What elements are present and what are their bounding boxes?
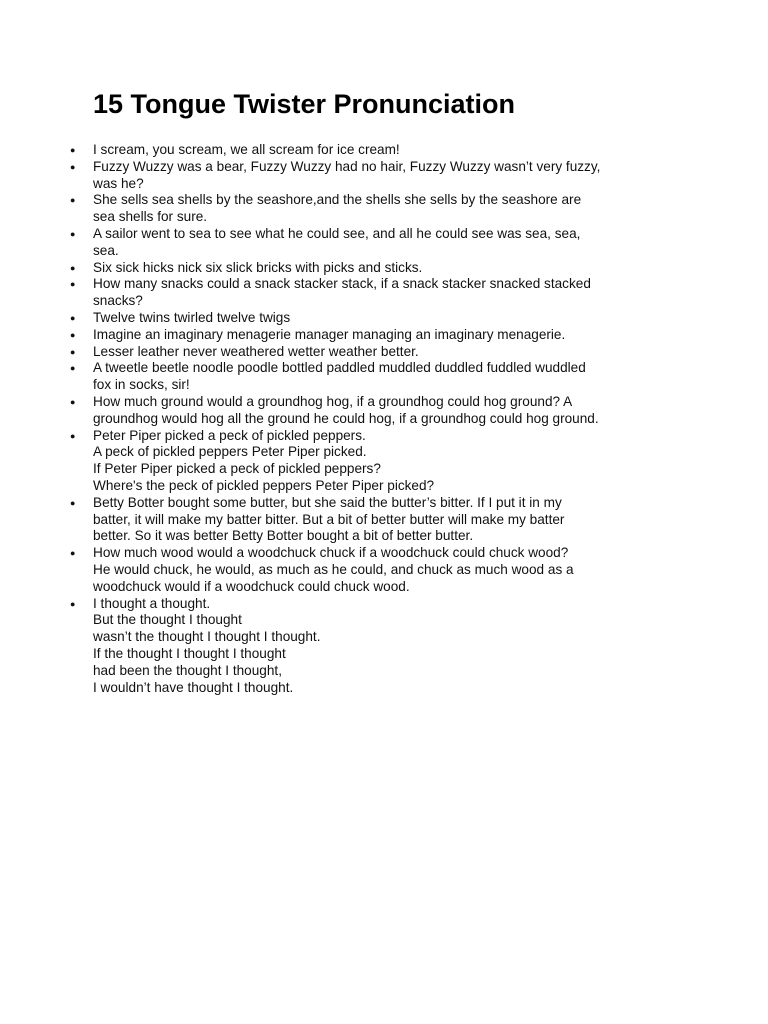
list-item-line: Twelve twins twirled twelve twigs — [93, 309, 291, 325]
list-item-line: I scream, you scream, we all scream for ice cream! — [93, 142, 400, 157]
list-item-line: A tweetle beetle noodle poodle bottled paddled muddled duddled fuddled wuddled — [93, 360, 586, 376]
bullet-icon: ● — [70, 262, 76, 273]
list-item — [66, 310, 686, 327]
list-item — [66, 394, 686, 428]
list-item-line: batter, it will make my batter bitter. But a bit of better butter will make my batter — [93, 511, 565, 527]
bullet-icon: ● — [70, 430, 76, 441]
list-item-line: woodchuck would if a woodchuck could chuck wood. — [93, 578, 410, 594]
list-item — [66, 360, 686, 394]
list-item-line: I thought a thought. — [93, 595, 211, 611]
list-item-line: Betty Botter bought some butter, but she said the butter’s bitter. If I put it in my — [93, 494, 562, 510]
list-item-line: sea. — [93, 242, 119, 258]
bullet-icon: ● — [70, 396, 76, 407]
list-item-line: Lesser leather never weathered wetter weather better. — [93, 343, 419, 359]
list-item — [66, 545, 686, 595]
list-item-line: groundhog would hog all the ground he could hog, if a groundhog could hog ground. — [93, 410, 599, 426]
list-item — [66, 276, 686, 310]
bullet-icon: ● — [70, 497, 76, 508]
list-item-line: He would chuck, he would, as much as he could, and chuck as much wood as a — [93, 561, 574, 577]
list-item — [66, 142, 686, 159]
list-item-line: She sells sea shells by the seashore,and the shells she sells by the seashore are — [93, 192, 582, 208]
list-item-line: Imagine an imaginary menagerie manager managing an imaginary menagerie. — [93, 326, 566, 342]
list-item-line: snacks? — [93, 293, 143, 309]
bullet-icon: ● — [70, 228, 76, 239]
list-item-line: How many snacks could a snack stacker stack, if a snack stacker snacked stacked — [93, 276, 591, 292]
bullet-icon: ● — [70, 363, 76, 374]
list-item — [66, 226, 686, 260]
list-item — [66, 327, 686, 344]
list-item-line: had been the thought I thought, — [93, 662, 282, 678]
bullet-icon: ● — [70, 145, 76, 155]
bullet-icon: ● — [70, 598, 76, 609]
list-item-line: How much ground would a groundhog hog, if a groundhog could hog ground? A — [93, 393, 573, 409]
list-item — [66, 344, 686, 361]
bullet-icon: ● — [70, 279, 76, 290]
bullet-icon: ● — [70, 548, 76, 559]
tongue-twister-list — [66, 142, 686, 696]
bullet-icon: ● — [70, 195, 76, 206]
list-item — [66, 495, 686, 545]
bullet-icon: ● — [70, 329, 76, 340]
list-item-line: If the thought I thought I thought — [93, 645, 286, 661]
list-item-line: Six sick hicks nick six slick bricks with picks and sticks. — [93, 259, 423, 275]
bullet-icon: ● — [70, 346, 76, 357]
list-item — [66, 260, 686, 277]
list-item-line: wasn’t the thought I thought I thought. — [93, 629, 321, 645]
list-item — [66, 428, 686, 495]
list-item-line: Where's the peck of pickled peppers Peter Piper picked? — [93, 477, 435, 493]
bullet-icon: ● — [70, 161, 76, 172]
document-title: 15 Tongue Twister Pronunciation — [93, 89, 516, 119]
list-item-line: I wouldn’t have thought I thought. — [93, 679, 294, 695]
list-item-line: Fuzzy Wuzzy was a bear, Fuzzy Wuzzy had no hair, Fuzzy Wuzzy wasn’t very fuzzy, — [93, 158, 601, 174]
list-item-line: better. So it was better Betty Botter bought a bit of better butter. — [93, 528, 474, 544]
list-item-line: If Peter Piper picked a peck of pickled peppers? — [93, 461, 381, 477]
list-item-line: A sailor went to sea to see what he could see, and all he could see was sea, sea, — [93, 225, 581, 241]
list-item-line: A peck of pickled peppers Peter Piper picked. — [93, 444, 367, 460]
list-item-line: fox in socks, sir! — [93, 377, 190, 393]
bullet-icon: ● — [70, 312, 76, 323]
list-item — [66, 192, 686, 226]
list-item-line: sea shells for sure. — [93, 209, 208, 225]
list-item — [66, 596, 686, 697]
list-item-line: Peter Piper picked a peck of pickled peppers. — [93, 427, 366, 443]
list-item-line: But the thought I thought — [93, 612, 242, 628]
list-item-line: was he? — [93, 175, 144, 191]
list-item — [66, 159, 686, 193]
list-item-line: How much wood would a woodchuck chuck if a woodchuck could chuck wood? — [93, 545, 569, 561]
